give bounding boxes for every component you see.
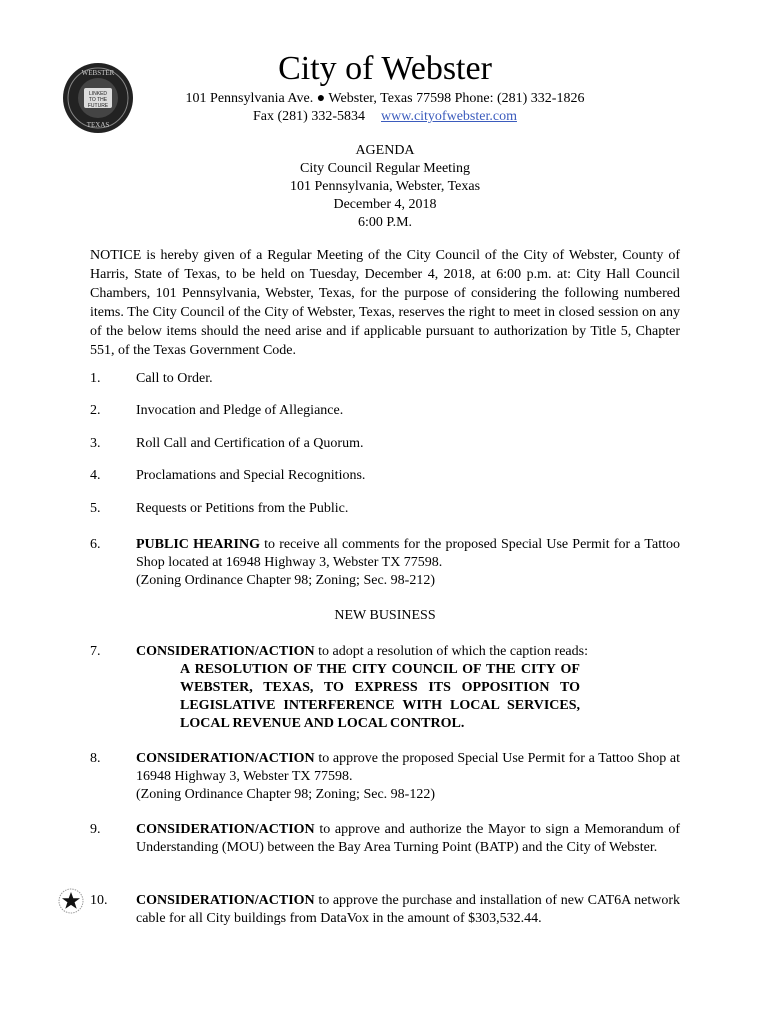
item-number: 6. [90, 537, 101, 552]
agenda-item [90, 643, 680, 733]
agenda-item [90, 536, 680, 590]
item-text: Call to Order. [136, 371, 213, 386]
item-number: 3. [90, 436, 101, 451]
item-note: (Zoning Ordinance Chapter 98; Zoning; Sec. 98-212) [136, 573, 435, 588]
item-number: 5. [90, 501, 101, 516]
item-number: 10. [90, 893, 108, 908]
agenda-item [90, 892, 680, 928]
meeting-location: 101 Pennsylvania, Webster, Texas [289, 179, 481, 194]
item-text: PUBLIC HEARING to receive all comments for the proposed Special Use Permit for a Tattoo Shop located at 16948 Highway 3, Webster TX 77598. (Zoning Ordinance Chapter 98; Zoning; Sec. 98-212) [136, 537, 680, 588]
item-number: 7. [90, 644, 101, 659]
section-heading: NEW BUSINESS [334, 608, 436, 623]
resolution-caption: A RESOLUTION OF THE CITY COUNCIL OF THE CITY OF WEBSTER, TEXAS, TO EXPRESS ITS OPPOSITION TO LEGISLATIVE INTERFERENCE WITH LOCAL SERVICES, LOCAL REVENUE AND LOCAL CONTROL. [180, 662, 580, 731]
svg-text:FUTURE: FUTURE [87, 103, 109, 109]
agenda-item [90, 821, 680, 857]
agenda-header [0, 142, 770, 232]
svg-text:LINKED: LINKED [88, 91, 108, 97]
agenda-item [90, 750, 680, 804]
page-title: City of Webster [278, 50, 492, 87]
item-number: 1. [90, 371, 101, 386]
svg-text:WEBSTER: WEBSTER [81, 69, 115, 77]
item-text: Invocation and Pledge of Allegiance. [136, 403, 344, 418]
star-seal-icon [58, 888, 84, 914]
item-action: CONSIDERATION/ACTION [136, 644, 315, 659]
notice-paragraph: NOTICE is hereby given of a Regular Meeting of the City Council of the City of Webster, County of Harris, State of Texas, to be held on Tuesday, December 4, 2018, at 6:00 p.m. at: City Hall Council Chambers, 101 Pennsylvania, Webster, Texas, for the purpose of considering the following numbered items. The City Council of the City of Webster, Texas, reserves the right to meet in closed session on any of the below items should the need arise and if applicable pursuant to authorization by Title 5, Chapter 551, of the Texas Government Code. [90, 248, 680, 358]
item-text: CONSIDERATION/ACTION to approve the purchase and installation of new CAT6A network cable for all City buildings from DataVox in the amount of $303,532.44. [136, 893, 680, 926]
item-text: Roll Call and Certification of a Quorum. [136, 436, 364, 451]
item-text: CONSIDERATION/ACTION to approve the proposed Special Use Permit for a Tattoo Shop at 16948 Highway 3, Webster TX 77598. (Zoning Ordinance Chapter 98; Zoning; Sec. 98-122) [136, 751, 680, 802]
item-text: CONSIDERATION/ACTION to adopt a resolution of which the caption reads: A RESOLUTION OF THE CITY COUNCIL OF THE CITY OF WEBSTER, TEXAS, TO EXPRESS ITS OPPOSITION TO LEGISLATIVE INTERFERENCE WITH LOCAL SERVICES, LOCAL REVENUE AND LOCAL CONTROL. [136, 644, 588, 731]
item-action: CONSIDERATION/ACTION [136, 893, 315, 908]
contact-line [130, 108, 640, 125]
meeting-time: 6:00 P.M. [357, 215, 413, 230]
item-number: 8. [90, 751, 101, 766]
item-text: Proclamations and Special Recognitions. [136, 468, 366, 483]
address-line: 101 Pennsylvania Ave. ● Webster, Texas 77598 Phone: (281) 332-1826 [185, 91, 585, 106]
svg-text:TEXAS: TEXAS [86, 121, 110, 129]
agenda-item [90, 402, 680, 420]
meeting-date: December 4, 2018 [333, 197, 437, 212]
item-text: CONSIDERATION/ACTION to approve and authorize the Mayor to sign a Memorandum of Understanding (MOU) between the Bay Area Turning Point (BATP) and the City of Webster. [136, 822, 680, 855]
agenda-item [90, 500, 680, 518]
meeting-type: City Council Regular Meeting [300, 161, 470, 176]
agenda-item [90, 370, 680, 388]
agenda-item [90, 435, 680, 453]
agenda-item [90, 467, 680, 485]
website-link[interactable]: www.cityofwebster.com [381, 109, 517, 124]
fax-number: Fax (281) 332-5834 [253, 109, 366, 124]
item-action: CONSIDERATION/ACTION [136, 751, 315, 766]
item-number: 4. [90, 468, 101, 483]
item-note: (Zoning Ordinance Chapter 98; Zoning; Sec. 98-122) [136, 787, 435, 802]
item-number: 2. [90, 403, 101, 418]
svg-text:TO THE: TO THE [88, 97, 108, 103]
item-number: 9. [90, 822, 101, 837]
item-text: Requests or Petitions from the Public. [136, 501, 349, 516]
agenda-label: AGENDA [355, 143, 415, 158]
item-action: PUBLIC HEARING [136, 537, 260, 552]
item-action: CONSIDERATION/ACTION [136, 822, 315, 837]
